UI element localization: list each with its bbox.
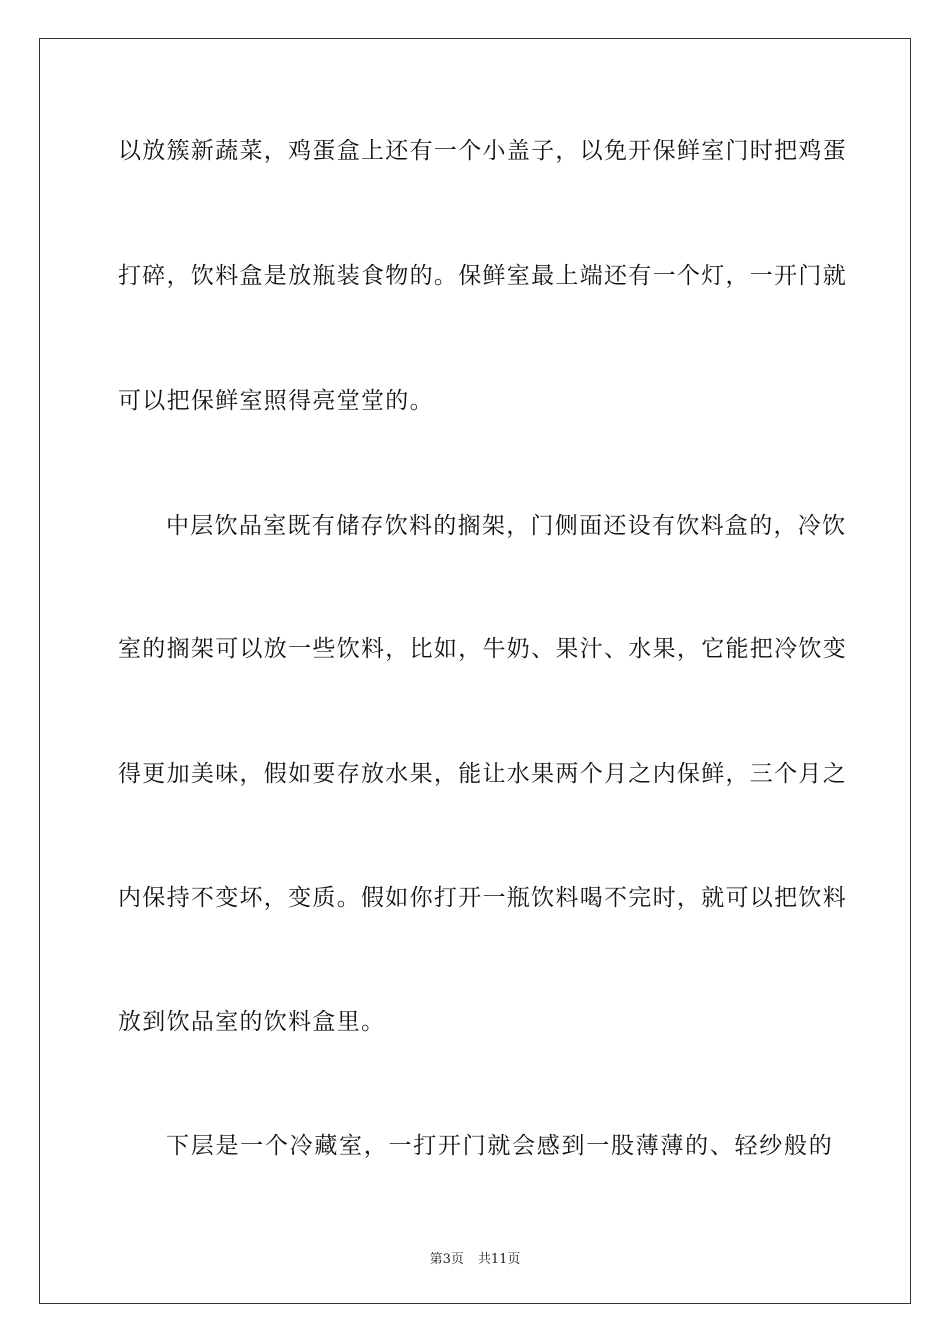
paragraph-line: 得更加美味，假如要存放水果，能让水果两个月之内保鲜，三个月之 xyxy=(118,761,847,787)
paragraph-line: 中层饮品室既有储存饮料的搁架，门侧面还设有饮料盒的，冷饮 xyxy=(166,513,847,539)
page-footer xyxy=(0,1248,950,1267)
paragraph-line: 以放簇新蔬菜，鸡蛋盒上还有一个小盖子，以免开保鲜室门时把鸡蛋 xyxy=(118,138,847,164)
paragraph-line: 室的搁架可以放一些饮料，比如，牛奶、果汁、水果，它能把冷饮变 xyxy=(118,636,847,662)
page-number: 第3页 xyxy=(429,1252,464,1267)
paragraph-line: 下层是一个冷藏室，一打开门就会感到一股薄薄的、轻纱般的 xyxy=(166,1133,833,1159)
page-border xyxy=(39,38,911,1304)
paragraph-line: 放到饮品室的饮料盒里。 xyxy=(118,1009,386,1035)
paragraph-line: 打碎，饮料盒是放瓶装食物的。保鲜室最上端还有一个灯，一开门就 xyxy=(118,263,847,289)
paragraph-line: 可以把保鲜室照得亮堂堂的。 xyxy=(118,388,434,414)
paragraph-line: 内保持不变坏，变质。假如你打开一瓶饮料喝不完时，就可以把饮料 xyxy=(118,885,847,911)
page-total: 共11页 xyxy=(477,1252,521,1267)
